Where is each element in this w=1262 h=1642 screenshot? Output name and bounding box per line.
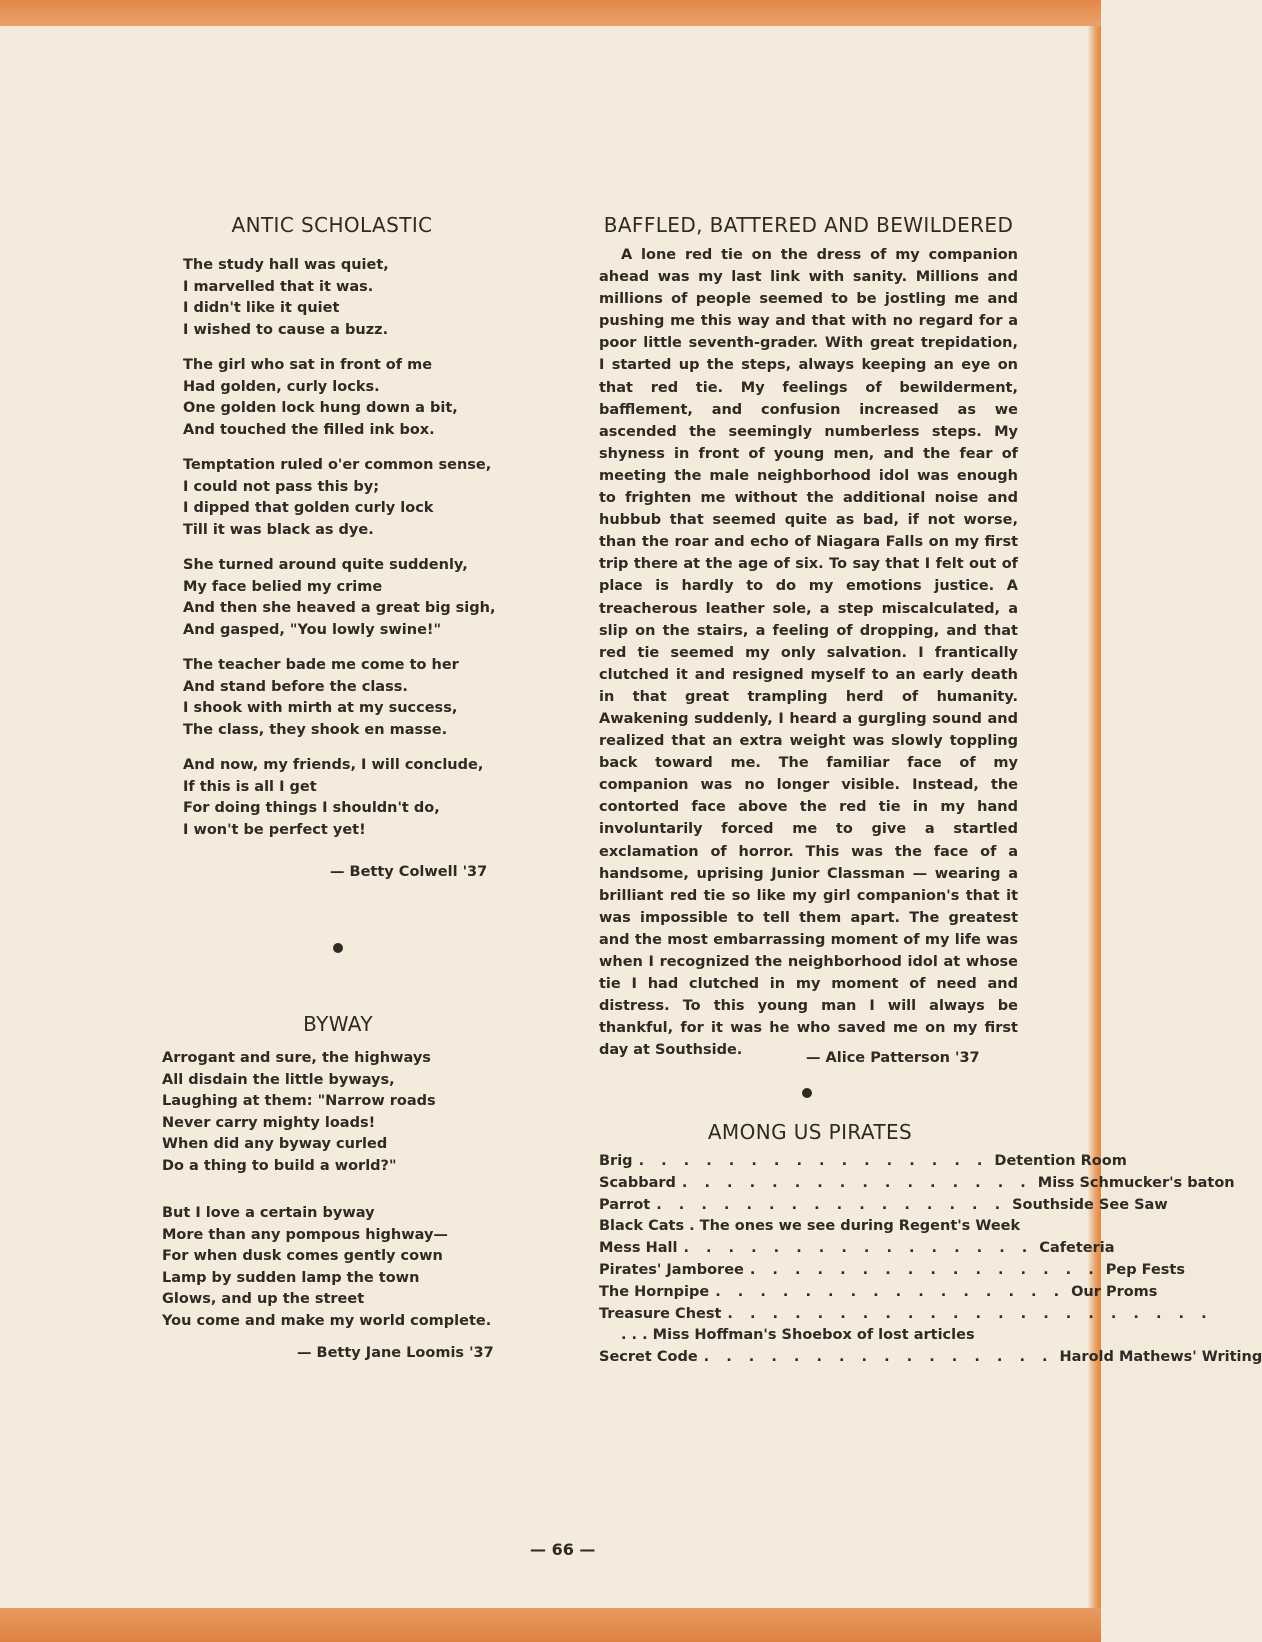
right-page-edge (1088, 26, 1101, 1608)
glossary-row (599, 1195, 1168, 1217)
byway-title: BYWAY (303, 1012, 373, 1036)
poem-line: I marvelled that it was. (183, 278, 374, 295)
glossary-definition: Pep Fests (1105, 1261, 1185, 1278)
glossary-definition: Our Proms (1071, 1283, 1158, 1300)
poem-line: Never carry mighty loads! (162, 1114, 376, 1131)
poem-line: I wished to cause a buzz. (183, 321, 389, 338)
poem-line: I could not pass this by; (183, 478, 379, 495)
antic-scholastic-poem (183, 255, 495, 855)
glossary-term: Brig (599, 1153, 633, 1169)
poem-line: And now, my friends, I will conclude, (183, 757, 484, 773)
glossary-term: Treasure Chest (599, 1305, 722, 1322)
antic-scholastic-title: ANTIC SCHOLASTIC (231, 213, 433, 237)
section-divider-dot (333, 943, 343, 953)
glossary-definition: Miss Schmucker's baton (1037, 1174, 1235, 1191)
glossary-row (599, 1325, 1018, 1347)
glossary-term: Black Cats . The ones we see during Regent's Week (599, 1218, 1021, 1235)
glossary-term: Scabbard (599, 1174, 676, 1191)
glossary-definition: Detention Room (994, 1153, 1127, 1169)
glossary-row (599, 1238, 1115, 1260)
stanza (183, 555, 495, 641)
leader-dots: . . . . . . . . . . . . . . . . (683, 1240, 1034, 1257)
glossary-definition: Harold Mathews' Writing (1059, 1349, 1262, 1366)
glossary-term: The Hornpipe (599, 1283, 710, 1300)
poem-line: Laughing at them: "Narrow roads (162, 1093, 436, 1109)
poem-line: When did any byway curled (162, 1136, 388, 1152)
stanza (162, 1203, 491, 1332)
glossary-row (599, 1347, 1262, 1369)
stanza (183, 355, 495, 441)
glossary-row (599, 1260, 1185, 1282)
glossary-term: Pirates' Jamboree (599, 1261, 744, 1278)
poem-line: For when dusk comes gently cown (162, 1248, 443, 1264)
leader-dots: . . . . . . . . . . . . . . . . (715, 1283, 1066, 1300)
poem-line: But I love a certain byway (162, 1205, 375, 1221)
poem-line: Till it was black as dye. (183, 521, 374, 538)
poem-line: I won't be perfect yet! (183, 821, 366, 838)
poem-line: Arrogant and sure, the highways (162, 1050, 431, 1066)
stanza (183, 655, 495, 741)
top-orange-band (0, 0, 1101, 26)
byway-author: — Betty Jane Loomis '37 (297, 1345, 494, 1361)
baffled-author: — Alice Patterson '37 (806, 1050, 980, 1066)
poem-line: And touched the filled ink box. (183, 421, 435, 438)
poem-line: She turned around quite suddenly, (183, 557, 468, 573)
poem-line: And gasped, "You lowly swine!" (183, 621, 442, 638)
page-number: — 66 — (530, 1540, 596, 1559)
poem-line: I dipped that golden curly lock (183, 500, 434, 516)
leader-dots: . . . . . . . . . . . . . . . . (656, 1196, 1007, 1213)
glossary-term: . . . Miss Hoffman's Shoebox of lost articles (621, 1327, 975, 1344)
byway-poem (162, 1048, 491, 1346)
stanza (183, 255, 495, 341)
leader-dots: . . . . . . . . . . . . . . . . (681, 1174, 1032, 1191)
poem-line: More than any pompous highway— (162, 1226, 448, 1243)
glossary-definition: Southside See Saw (1012, 1196, 1168, 1213)
leader-dots: . . . . . . . . . . . . . . . . . . . . . . (727, 1305, 1213, 1322)
glossary-row (599, 1173, 1235, 1195)
poem-line: One golden lock hung down a bit, (183, 400, 458, 416)
antic-scholastic-author: — Betty Colwell '37 (330, 864, 488, 880)
glossary-term: Mess Hall (599, 1240, 678, 1257)
glossary-row (599, 1282, 1158, 1304)
pirates-glossary (599, 1151, 1262, 1369)
poem-line: My face belied my crime (183, 578, 383, 595)
poem-line: If this is all I get (183, 778, 317, 795)
poem-line: I didn't like it quiet (183, 300, 340, 316)
poem-line: All disdain the little byways, (162, 1071, 395, 1088)
poem-line: Lamp by sudden lamp the town (162, 1269, 420, 1286)
poem-line: And then she heaved a great big sigh, (183, 600, 496, 616)
glossary-term: Secret Code (599, 1349, 698, 1366)
poem-line: The girl who sat in front of me (183, 357, 433, 373)
baffled-story: A lone red tie on the dress of my companion ahead was my last link with sanity. Millions and millions of people seemed to be jostling me and pushing me this way and that with no regard for a poor little seventh-grader. With great trepidation, I started up the steps, always keeping an eye on that red tie. My feelings of bewilderment, bafflement, and confusion increased as we ascended the seemingly numberless steps. My shyness in front of young men, and the fear of meeting the male neighborhood idol was enough to frighten me without the additional noise and hubbub that seemed quite as bad, if not worse, than the roar and echo of Niagara Falls on my first trip there at the age of six. To say that I felt out of place is hardly to do my emotions justice. A treacherous leather sole, a step miscalculated, a slip on the stairs, a feeling of dropping, and that red tie seemed my only salvation. I frantically clutched it and resigned myself to an early death in that great trampling herd of humanity. Awakening suddenly, I heard a gurgling sound and realized that an extra weight was slowly toppling back toward me. The familiar face of my companion was no longer visible. Instead, the contorted face above the red tie in my hand involuntarily forced me to give a startled exclamation of horror. This was the face of a handsome, uprising Junior Classman — wearing a brilliant red tie so like my girl companion's that it was impossible to tell them apart. The greatest and the most embarrassing moment of my life was when I recognized the neighborhood idol at whose tie I had clutched in my moment of need and distress. To this young man I will always be thankful, for it was he who saved me on my first day at Southside. (599, 247, 1018, 1059)
poem-line: For doing things I shouldn't do, (183, 800, 440, 816)
poem-line: The class, they shook en masse. (183, 721, 448, 738)
glossary-row (599, 1304, 1213, 1326)
bottom-orange-band (0, 1608, 1101, 1642)
poem-line: Temptation ruled o'er common sense, (183, 457, 492, 473)
baffled-title: BAFFLED, BATTERED AND BEWILDERED (603, 213, 1014, 237)
poem-line: Had golden, curly locks. (183, 378, 380, 395)
stanza (183, 455, 495, 541)
leader-dots: . . . . . . . . . . . . . . . . (703, 1349, 1054, 1366)
leader-dots: . . . . . . . . . . . . . . . . (638, 1153, 989, 1169)
section-divider-dot (802, 1088, 812, 1098)
poem-line: I shook with mirth at my success, (183, 700, 458, 716)
glossary-row (599, 1151, 1127, 1173)
poem-line: Do a thing to build a world?" (162, 1157, 397, 1174)
glossary-row (599, 1216, 1021, 1238)
poem-line: The study hall was quiet, (183, 257, 389, 273)
leader-dots: . . . . . . . . . . . . . . . . (749, 1261, 1100, 1278)
stanza (162, 1048, 491, 1177)
stanza (183, 755, 495, 841)
poem-line: And stand before the class. (183, 678, 408, 695)
pirates-title: AMONG US PIRATES (707, 1120, 913, 1144)
poem-line: The teacher bade me come to her (183, 657, 459, 673)
poem-line: Glows, and up the street (162, 1291, 365, 1307)
glossary-definition: Cafeteria (1039, 1240, 1115, 1257)
poem-line: You come and make my world complete. (162, 1312, 492, 1329)
glossary-term: Parrot (599, 1196, 651, 1213)
